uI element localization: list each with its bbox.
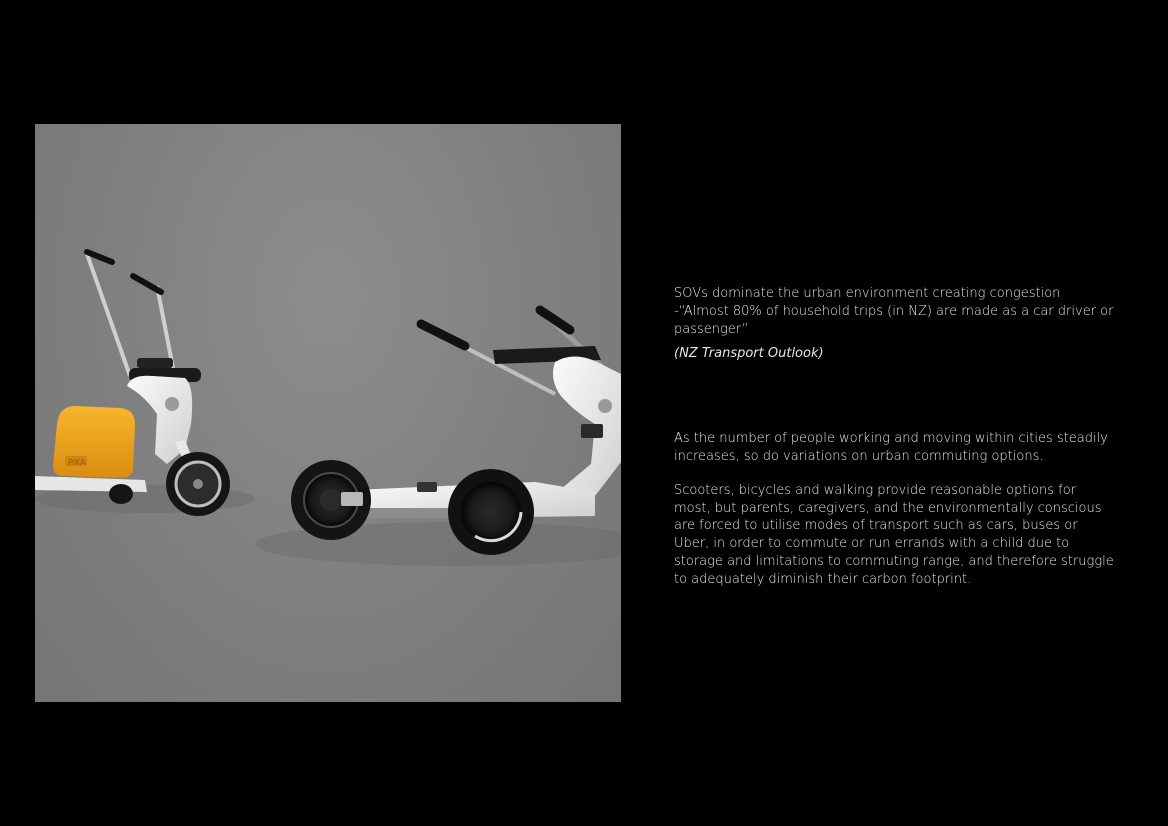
badge-label: PIKA xyxy=(68,458,86,467)
product-render xyxy=(35,124,621,702)
quote-source: (NZ Transport Outlook) xyxy=(674,346,824,362)
scooter-right xyxy=(291,310,621,555)
description-text xyxy=(674,285,1114,589)
scooter-render-illustration xyxy=(35,124,621,702)
scooter-left xyxy=(35,252,230,516)
body-paragraph-2: Scooters, bicycles and walking provide reasonable options for most, but parents, caregivers, and the environmentally conscious are forced to utilise modes of transport such as cars, buses or Uber, in order to commute or run errands with a child due to storage and limitations to commuting range, and therefore struggle to adequately diminish their carbon footprint. xyxy=(674,482,1114,587)
body-paragraph-1: As the number of people working and moving within cities steadily increases, so do variations on urban commuting options. xyxy=(674,431,1108,464)
intro-quote: SOVs dominate the urban environment creating congestion -“Almost 80% of household trips (in NZ) are made as a car driver or passenger” xyxy=(674,286,1114,337)
